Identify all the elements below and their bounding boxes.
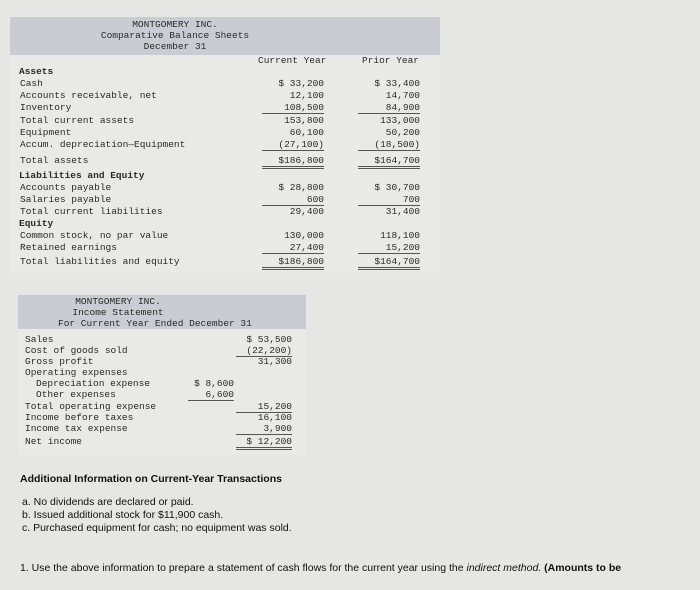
is-right-value: 16,100 bbox=[257, 412, 292, 423]
bs-current-value: 153,800 bbox=[284, 115, 324, 126]
income-statement bbox=[18, 295, 306, 455]
bs-company: MONTGOMERY INC. bbox=[132, 19, 218, 30]
is-company: MONTGOMERY INC. bbox=[75, 296, 161, 307]
bs-current-value: $ 28,800 bbox=[278, 182, 324, 193]
bs-current-value: 60,100 bbox=[289, 127, 324, 138]
bs-row-label: Retained earnings bbox=[20, 242, 117, 253]
bs-prior-value: 84,900 bbox=[358, 102, 420, 114]
is-row-label: Cost of goods sold bbox=[25, 345, 128, 356]
bs-date: December 31 bbox=[143, 41, 207, 52]
bs-prior-value: $164,700 bbox=[358, 256, 420, 270]
bs-current-value: 29,400 bbox=[289, 206, 324, 217]
is-row-label: Net income bbox=[25, 436, 83, 447]
is-right-value: $ 53,500 bbox=[246, 334, 292, 345]
is-right-value: 3,900 bbox=[236, 423, 292, 435]
bs-title: Comparative Balance Sheets bbox=[100, 30, 250, 41]
is-row-label: Depreciation expense bbox=[36, 378, 151, 389]
additional-item: b. Issued additional stock for $11,900 cash. bbox=[22, 509, 224, 521]
is-right-value: 31,300 bbox=[257, 356, 292, 367]
bs-row-label: Total current assets bbox=[20, 115, 135, 126]
col-prior-year: Prior Year bbox=[362, 55, 420, 66]
additional-item: c. Purchased equipment for cash; no equipment was sold. bbox=[22, 522, 292, 534]
bs-current-value: 108,500 bbox=[262, 102, 324, 114]
bs-row-label: Equipment bbox=[20, 127, 72, 138]
is-row-label: Other expenses bbox=[36, 389, 116, 400]
bs-prior-value: $ 30,700 bbox=[374, 182, 420, 193]
bs-prior-value: 133,000 bbox=[380, 115, 420, 126]
is-right-value: (22,200) bbox=[236, 345, 292, 357]
balance-sheet bbox=[10, 17, 440, 273]
is-row-label: Income tax expense bbox=[25, 423, 128, 434]
is-right-value: 15,200 bbox=[236, 401, 292, 413]
bs-current-value: 12,100 bbox=[289, 90, 324, 101]
bs-current-value: 600 bbox=[262, 194, 324, 206]
bs-prior-value: 15,200 bbox=[358, 242, 420, 254]
question-text: 1. Use the above information to prepare a statement of cash flows for the current year using the indirect method. (Amounts to be bbox=[20, 562, 622, 574]
is-row-label: Gross profit bbox=[25, 356, 94, 367]
bs-row-label: Salaries payable bbox=[20, 194, 112, 205]
bs-row-label: Total liabilities and equity bbox=[20, 256, 180, 267]
bs-prior-value: $164,700 bbox=[358, 155, 420, 169]
bs-row-label: Total assets bbox=[20, 155, 89, 166]
bs-current-value: 27,400 bbox=[262, 242, 324, 254]
bs-row-label: Assets bbox=[19, 66, 54, 77]
is-title: Income Statement bbox=[72, 307, 164, 318]
is-row-label: Sales bbox=[25, 334, 54, 345]
is-right-value: $ 12,200 bbox=[236, 436, 292, 450]
bs-prior-value: 50,200 bbox=[385, 127, 420, 138]
bs-prior-value: 31,400 bbox=[385, 206, 420, 217]
bs-row-label: Common stock, no par value bbox=[20, 230, 169, 241]
bs-row-label: Accounts payable bbox=[20, 182, 112, 193]
bs-row-label: Accounts receivable, net bbox=[20, 90, 157, 101]
bs-row-label: Total current liabilities bbox=[20, 206, 163, 217]
bs-row-label: Liabilities and Equity bbox=[19, 170, 145, 181]
is-mid-value: 6,600 bbox=[188, 389, 234, 401]
bs-prior-value: (18,500) bbox=[358, 139, 420, 151]
bs-row-label: Cash bbox=[20, 78, 43, 89]
is-period: For Current Year Ended December 31 bbox=[58, 318, 252, 329]
col-current-year: Current Year bbox=[258, 55, 327, 66]
bs-current-value: 130,000 bbox=[284, 230, 324, 241]
bs-current-value: $186,800 bbox=[262, 155, 324, 169]
bs-current-value: $ 33,200 bbox=[278, 78, 324, 89]
bs-row-label: Equity bbox=[19, 218, 54, 229]
bs-current-value: (27,100) bbox=[262, 139, 324, 151]
is-row-label: Operating expenses bbox=[25, 367, 128, 378]
is-row-label: Income before taxes bbox=[25, 412, 134, 423]
bs-prior-value: $ 33,400 bbox=[374, 78, 420, 89]
bs-row-label: Accum. depreciation—Equipment bbox=[20, 139, 186, 150]
bs-prior-value: 14,700 bbox=[385, 90, 420, 101]
bs-row-label: Inventory bbox=[20, 102, 72, 113]
bs-prior-value: 118,100 bbox=[380, 230, 420, 241]
bs-prior-value: 700 bbox=[358, 194, 420, 206]
additional-info-heading: Additional Information on Current-Year Transactions bbox=[20, 473, 282, 485]
additional-item: a. No dividends are declared or paid. bbox=[22, 496, 194, 508]
bs-current-value: $186,800 bbox=[262, 256, 324, 270]
is-mid-value: $ 8,600 bbox=[194, 378, 234, 389]
is-row-label: Total operating expense bbox=[25, 401, 157, 412]
